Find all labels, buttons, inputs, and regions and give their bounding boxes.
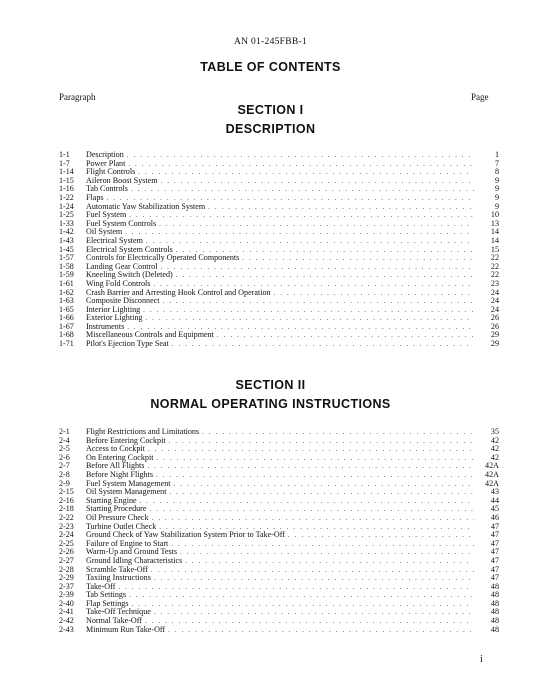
toc-entry [59,220,499,229]
dot-leader [168,626,474,635]
dot-leader [159,523,474,532]
toc-entry-page: 9 [494,176,499,185]
toc-entry [59,480,499,489]
toc-entry [59,557,499,566]
toc-entry-page: 48 [490,608,499,617]
toc-entry-paragraph: 2-22 [59,513,74,522]
toc-entry-paragraph: 1-7 [59,159,70,168]
toc-entry-page: 48 [490,599,499,608]
toc-entry-title: Electrical System [86,236,143,245]
toc-entry-page: 29 [490,340,499,349]
dot-leader [127,323,474,332]
toc-entry-title: Starting Engine [86,496,137,505]
toc-entry-paragraph: 1-24 [59,202,74,211]
toc-entry [59,428,499,437]
toc-entry-page: 7 [494,159,499,168]
toc-entry-title: Automatic Yaw Stabilization System [86,202,206,211]
toc-entry-page: 8 [494,168,499,177]
toc-entry-page: 47 [490,539,499,548]
toc-entry-paragraph: 2-5 [59,445,70,454]
toc-entry-page: 26 [490,322,499,331]
toc-entry [59,462,499,471]
toc-entry [59,488,499,497]
toc-entry-page: 15 [490,245,499,254]
toc-entry [59,306,499,315]
toc-entry [59,566,499,575]
dot-leader [202,428,474,437]
toc-entry-title: Oil System Management [86,488,167,497]
toc-entry-title: Crash Barrier and Arresting Hook Control and Operation [86,288,271,297]
dot-leader [160,263,474,272]
dot-leader [274,289,474,298]
toc-entry-paragraph: 1-22 [59,193,74,202]
dot-leader [131,185,474,194]
toc-entry-paragraph: 2-9 [59,479,70,488]
toc-entry-paragraph: 2-27 [59,556,74,565]
dot-leader [132,600,475,609]
toc-entry-paragraph: 2-4 [59,436,70,445]
dot-leader [149,505,474,514]
toc-entry [59,185,499,194]
page-title: TABLE OF CONTENTS [200,60,341,74]
toc-entry-page: 14 [490,236,499,245]
toc-entry-title: Wing Fold Controls [86,279,151,288]
dot-leader [208,203,474,212]
toc-entry [59,254,499,263]
toc-entry-page: 48 [490,591,499,600]
paragraph-column-label: Paragraph [59,92,96,102]
toc-entry-paragraph: 1-62 [59,288,74,297]
toc-entry [59,323,499,332]
dot-leader [159,220,474,229]
toc-entry-page: 47 [490,556,499,565]
toc-entry-title: Failure of Engine to Start [86,539,169,548]
toc-entry-paragraph: 2-6 [59,453,70,462]
toc-entry-page: 48 [490,625,499,634]
dot-leader [288,531,474,540]
dot-leader [154,608,474,617]
toc-entry-paragraph: 2-41 [59,608,74,617]
dot-leader [163,297,474,306]
toc-entry-title: Warm-Up and Ground Tests [86,548,178,557]
dot-leader [151,566,474,575]
toc-entry-paragraph: 1-45 [59,245,74,254]
toc-entry-paragraph: 1-61 [59,279,74,288]
dot-leader [169,488,474,497]
toc-entry [59,445,499,454]
toc-entry-page: 1 [494,151,499,159]
toc-entry-title: Before All Flights [86,462,145,471]
toc-entry-paragraph: 1-15 [59,176,74,185]
toc-entry-paragraph: 1-67 [59,322,74,331]
dot-leader [146,237,474,246]
dot-leader [161,177,475,186]
toc-entry [59,531,499,540]
toc-entry-paragraph: 1-43 [59,236,74,245]
toc-entry-paragraph: 1-57 [59,254,74,263]
toc-entry-title: Normal Take-Off [86,617,142,626]
toc-entry-title: Tab Settings [86,591,127,600]
toc-entry [59,471,499,480]
toc-entry [59,177,499,186]
dot-leader [172,340,474,349]
toc-entry [59,331,499,340]
dot-leader [154,574,474,583]
toc-entry [59,289,499,298]
toc-entry-paragraph: 2-40 [59,599,74,608]
section-2-entry-list [59,428,499,634]
toc-entry [59,194,499,203]
dot-leader [169,437,474,446]
toc-entry-title: Flight Restrictions and Limitations [86,428,200,436]
toc-entry-paragraph: 1-42 [59,228,74,237]
toc-entry-title: Taxiing Instructions [86,574,151,583]
toc-entry [59,246,499,255]
toc-entry-title: Pilot's Ejection Type Seat [86,340,169,349]
toc-entry-page: 47 [490,548,499,557]
toc-entry [59,263,499,272]
toc-entry-paragraph: 2-26 [59,548,74,557]
toc-entry [59,608,499,617]
section-2-heading: SECTION II [235,378,306,392]
toc-entry-title: Description [86,151,124,159]
toc-entry-page: 46 [490,513,499,522]
dot-leader [128,160,474,169]
toc-entry-page: 24 [490,297,499,306]
toc-entry [59,237,499,246]
toc-entry-paragraph: 2-8 [59,470,70,479]
dot-leader [125,228,474,237]
toc-entry [59,280,499,289]
toc-entry [59,168,499,177]
toc-entry-paragraph: 2-15 [59,488,74,497]
dot-leader [129,591,474,600]
toc-entry [59,540,499,549]
toc-entry-page: 47 [490,522,499,531]
toc-entry [59,228,499,237]
toc-entry-title: Fuel System [86,211,127,220]
dot-leader [176,271,474,280]
toc-entry [59,211,499,220]
toc-entry-paragraph: 1-16 [59,185,74,194]
section-1-subheading: DESCRIPTION [225,122,316,136]
toc-entry-title: Access to Cockpit [86,445,145,454]
dot-leader [148,445,474,454]
toc-entry-page: 48 [490,582,499,591]
toc-entry-paragraph: 2-7 [59,462,70,471]
toc-entry-paragraph: 1-14 [59,168,74,177]
dot-leader [156,471,474,480]
toc-entry-page: 22 [490,262,499,271]
toc-entry-title: Fuel System Management [86,479,171,488]
toc-entry-page: 24 [490,305,499,314]
toc-entry-paragraph: 1-68 [59,331,74,340]
toc-entry-page: 47 [490,574,499,583]
toc-entry [59,340,499,349]
toc-entry [59,314,499,323]
toc-entry-title: Tab Controls [86,185,128,194]
toc-entry-title: Before Entering Cockpit [86,436,166,445]
toc-entry-page: 47 [490,565,499,574]
section-1-entry-list [59,151,499,349]
dot-leader [143,306,474,315]
toc-entry-paragraph: 2-16 [59,496,74,505]
toc-entry-page: 35 [490,428,499,436]
toc-entry-paragraph: 2-1 [59,428,70,436]
toc-entry [59,514,499,523]
toc-entry-title: Ground Idling Characteristics [86,556,183,565]
section-1-heading: SECTION I [237,103,304,117]
dot-leader [145,314,474,323]
toc-entry [59,297,499,306]
toc-entry-paragraph: 1-71 [59,340,74,349]
toc-entry [59,600,499,609]
toc-entry-paragraph: 1-66 [59,314,74,323]
toc-entry-page: 26 [490,314,499,323]
toc-entry [59,505,499,514]
toc-entry-title: Aileron Boost System [86,176,158,185]
dot-leader [156,454,474,463]
dot-leader [185,557,474,566]
dot-leader [152,514,475,523]
toc-entry [59,617,499,626]
toc-entry-paragraph: 2-39 [59,591,74,600]
toc-entry-title: Exterior Lighting [86,314,143,323]
dot-leader [107,194,474,203]
dot-leader [171,540,474,549]
dot-leader [127,151,474,160]
toc-entry-page: 9 [494,185,499,194]
toc-entry-paragraph: 2-25 [59,539,74,548]
toc-entry [59,437,499,446]
toc-entry [59,591,499,600]
toc-entry-paragraph: 1-63 [59,297,74,306]
toc-entry-title: Landing Gear Control [86,262,158,271]
toc-entry-page: 44 [490,496,499,505]
toc-entry-page: 43 [490,488,499,497]
toc-entry-title: Scramble Take-Off [86,565,148,574]
page-column-label: Page [471,92,489,102]
toc-entry [59,203,499,212]
dot-leader [129,211,474,220]
toc-entry-paragraph: 1-33 [59,219,74,228]
toc-entry-page: 42A [485,462,499,471]
toc-entry-page: 42 [490,445,499,454]
toc-entry-title: Fuel System Controls [86,219,157,228]
dot-leader [242,254,474,263]
toc-entry-title: Kneeling Switch (Deleted) [86,271,173,280]
toc-entry-page: 47 [490,531,499,540]
toc-entry [59,160,499,169]
dot-leader [138,168,474,177]
toc-entry-paragraph: 2-23 [59,522,74,531]
toc-entry [59,454,499,463]
dot-leader [180,548,474,557]
toc-entry-paragraph: 1-58 [59,262,74,271]
page-number: i [480,654,483,665]
toc-entry-title: Flap Settings [86,599,129,608]
dot-leader [176,246,474,255]
toc-entry-title: Electrical System Controls [86,245,173,254]
toc-entry-title: Interior Lighting [86,305,141,314]
toc-entry-paragraph: 2-18 [59,505,74,514]
toc-entry-paragraph: 2-37 [59,582,74,591]
toc-entry-page: 22 [490,271,499,280]
toc-entry-paragraph: 2-29 [59,574,74,583]
toc-entry-page: 24 [490,288,499,297]
dot-leader [147,462,474,471]
toc-entry [59,151,499,160]
toc-entry-title: Take-Off Technique [86,608,151,617]
section-2-subheading: NORMAL OPERATING INSTRUCTIONS [150,397,391,411]
toc-entry-title: Oil Pressure Check [86,513,149,522]
toc-entry-title: Before Night Flights [86,470,153,479]
dot-leader [217,331,474,340]
toc-entry [59,548,499,557]
toc-entry-page: 22 [490,254,499,263]
toc-entry-title: Instruments [86,322,125,331]
toc-entry-page: 29 [490,331,499,340]
dot-leader [140,497,474,506]
toc-entry-title: Controls for Electrically Operated Components [86,254,240,263]
toc-entry-page: 48 [490,617,499,626]
toc-entry-paragraph: 1-1 [59,151,70,159]
toc-entry [59,626,499,635]
toc-entry-page: 45 [490,505,499,514]
toc-entry-paragraph: 2-43 [59,625,74,634]
toc-entry [59,271,499,280]
toc-entry-paragraph: 1-25 [59,211,74,220]
toc-entry-title: Flaps [86,193,104,202]
toc-entry-page: 23 [490,279,499,288]
toc-entry-paragraph: 1-65 [59,305,74,314]
toc-entry [59,523,499,532]
toc-entry-page: 9 [494,202,499,211]
toc-entry-title: Power Plant [86,159,126,168]
toc-entry-page: 13 [490,219,499,228]
toc-entry-title: Minimum Run Take-Off [86,625,166,634]
toc-entry-title: Ground Check of Yaw Stabilization System Prior to Take-Off [86,531,285,540]
dot-leader [174,480,474,489]
toc-entry-title: On Entering Cockpit [86,453,154,462]
dot-leader [153,280,474,289]
toc-entry-page: 9 [494,193,499,202]
toc-entry [59,583,499,592]
toc-entry-title: Oil System [86,228,123,237]
toc-entry-paragraph: 2-42 [59,617,74,626]
toc-entry-page: 42A [485,479,499,488]
toc-entry-title: Take-Off [86,582,116,591]
toc-entry [59,497,499,506]
toc-entry-paragraph: 1-59 [59,271,74,280]
toc-entry-title: Miscellaneous Controls and Equipment [86,331,214,340]
toc-entry-page: 14 [490,228,499,237]
toc-entry-title: Composite Disconnect [86,297,160,306]
toc-entry-paragraph: 2-24 [59,531,74,540]
toc-entry [59,574,499,583]
toc-entry-paragraph: 2-28 [59,565,74,574]
dot-leader [145,617,474,626]
toc-entry-page: 10 [490,211,499,220]
toc-entry-page: 42 [490,453,499,462]
toc-entry-title: Turbine Outlet Check [86,522,157,531]
toc-entry-page: 42 [490,436,499,445]
toc-entry-title: Flight Controls [86,168,136,177]
document-number: AN 01-245FBB-1 [233,37,308,47]
toc-entry-title: Starting Procedure [86,505,147,514]
toc-entry-page: 42A [485,470,499,479]
dot-leader [118,583,474,592]
